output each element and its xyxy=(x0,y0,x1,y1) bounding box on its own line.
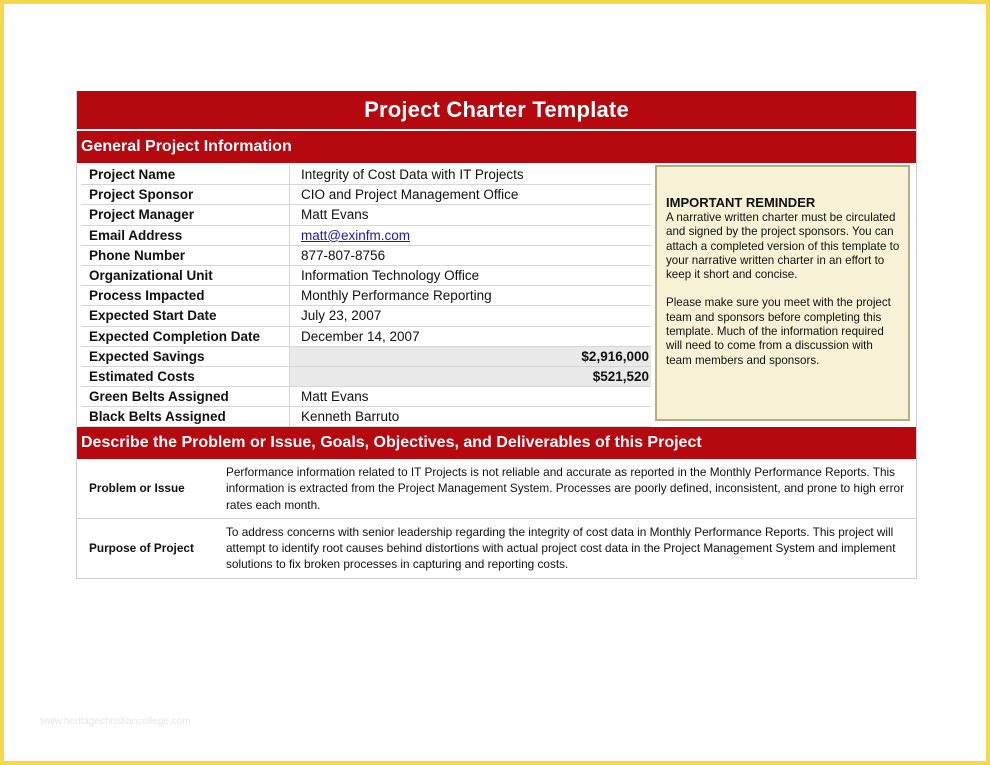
problem-text: Performance information related to IT Projects is not reliable and accurate as reported in the Monthly Performance Reports. This information is extracted from the Project Management System. Processes are poorly defined, inconsistent, and prone to high error rates each month. xyxy=(226,465,905,512)
table-row xyxy=(81,346,651,366)
table-row xyxy=(81,326,651,346)
estimated-costs-value: $521,520 xyxy=(290,366,652,386)
table-row xyxy=(77,519,916,579)
table-row xyxy=(81,225,651,245)
organizational-unit-value: Information Technology Office xyxy=(290,265,652,285)
important-reminder-box xyxy=(655,165,910,421)
document-page xyxy=(4,4,986,761)
table-row xyxy=(81,407,651,427)
expected-savings-value: $2,916,000 xyxy=(290,346,652,366)
field-label: Estimated Costs xyxy=(81,366,290,386)
paragraph-spacer xyxy=(666,282,900,296)
table-row xyxy=(81,165,651,185)
field-label: Process Impacted xyxy=(81,286,290,306)
process-impacted-value: Monthly Performance Reporting xyxy=(290,286,652,306)
start-date-value: July 23, 2007 xyxy=(290,306,652,326)
reminder-paragraph: A narrative written charter must be circulated and signed by the project sponsors. You can attach a completed version of this template to your narrative written charter in an effort to keep it short and concise. xyxy=(666,211,900,282)
field-label: Phone Number xyxy=(81,245,290,265)
general-info-section xyxy=(77,163,916,427)
field-label: Project Sponsor xyxy=(81,185,290,205)
project-manager-value: Matt Evans xyxy=(290,205,652,225)
reminder-title: IMPORTANT REMINDER xyxy=(666,195,816,210)
table-row xyxy=(81,366,651,386)
field-label: Black Belts Assigned xyxy=(81,407,290,427)
field-label: Organizational Unit xyxy=(81,265,290,285)
table-row xyxy=(81,387,651,407)
table-row xyxy=(81,306,651,326)
table-row xyxy=(81,205,651,225)
general-info-heading: General Project Information xyxy=(77,131,916,163)
phone-number-value: 877-807-8756 xyxy=(290,245,652,265)
general-info-table xyxy=(81,165,651,427)
email-link[interactable]: matt@exinfm.com xyxy=(301,227,410,243)
black-belts-value: Kenneth Barruto xyxy=(290,407,652,427)
table-row xyxy=(81,286,651,306)
purpose-label: Purpose of Project xyxy=(89,541,194,556)
reminder-paragraph: Please make sure you meet with the project team and sponsors before completing this template. Much of the information required will need to come from a discussion with team members and sponsors. xyxy=(666,296,891,367)
field-label: Expected Completion Date xyxy=(81,326,290,346)
watermark-text: www.heritagechristiancollege.com xyxy=(40,716,191,727)
project-name-value: Integrity of Cost Data with IT Projects xyxy=(290,165,652,185)
field-label: Expected Savings xyxy=(81,346,290,366)
problem-label: Problem or Issue xyxy=(89,481,185,496)
describe-heading: Describe the Problem or Issue, Goals, Objectives, and Deliverables of this Project xyxy=(77,427,916,459)
field-label: Green Belts Assigned xyxy=(81,387,290,407)
completion-date-value: December 14, 2007 xyxy=(290,326,652,346)
document-title: Project Charter Template xyxy=(77,91,916,131)
field-label: Email Address xyxy=(81,225,290,245)
project-sponsor-value: CIO and Project Management Office xyxy=(290,185,652,205)
field-label: Project Manager xyxy=(81,205,290,225)
email-cell xyxy=(290,225,652,245)
table-row xyxy=(81,265,651,285)
purpose-text: To address concerns with senior leadership regarding the integrity of cost data in Monthly Performance Reports. This project will attempt to identify root causes behind distortions with actual project cost data in the Project Management System and implement solutions to fix broken processes in capturing and reporting costs. xyxy=(226,524,896,572)
project-charter xyxy=(76,91,917,579)
field-label: Project Name xyxy=(81,165,290,185)
green-belts-value: Matt Evans xyxy=(290,387,652,407)
table-row xyxy=(77,459,916,519)
table-row xyxy=(81,185,651,205)
field-label: Expected Start Date xyxy=(81,306,290,326)
table-row xyxy=(81,245,651,265)
